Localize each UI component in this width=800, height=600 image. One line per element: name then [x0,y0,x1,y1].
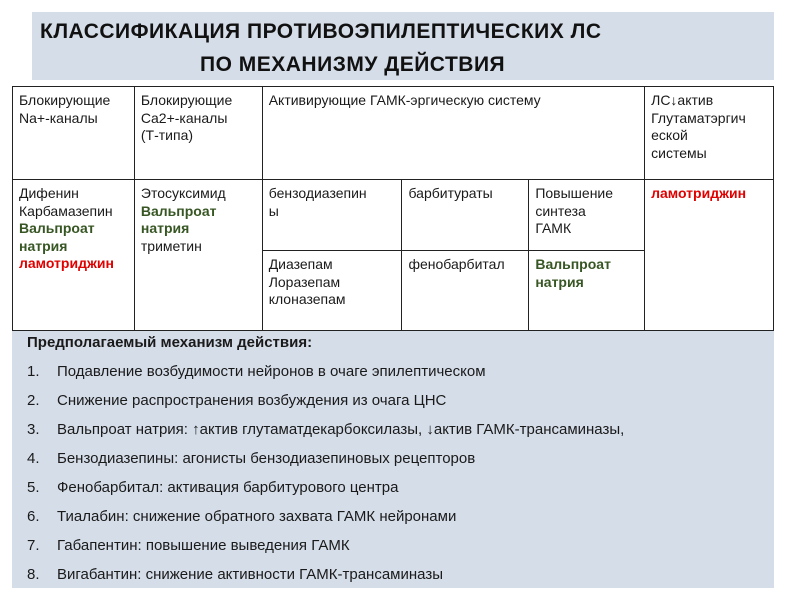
slide-title-line-1: КЛАССИФИКАЦИЯ ПРОТИВОЭПИЛЕПТИЧЕСКИХ ЛС [40,20,602,43]
table-header-row [13,87,774,180]
notes-heading: Предполагаемый механизм действия: [27,334,313,351]
classification-table [12,86,774,331]
cell-synth-drugs: Вальпроат натрия [529,251,645,331]
cell-glut-drug: ламотриджин [645,180,774,331]
header-glutamate-system: ЛС↓актив Глутаматэргич еской системы [645,87,774,180]
header-gaba-system: Активирующие ГАМК-эргическую систему [262,87,644,180]
cell-ca-drugs: Этосуксимид Вальпроат натрия триметин [134,180,262,331]
slide-title-line-2: ПО МЕХАНИЗМУ ДЕЙСТВИЯ [200,53,506,76]
cell-barb-drugs: фенобарбитал [402,251,529,331]
header-ca-channels: Блокирующие Ca2+-каналы (Т-типа) [134,87,262,180]
cell-benzodiazepines: бензодиазепин ы [262,180,402,251]
cell-na-drugs: Дифенин Карбамазепин Вальпроат натрия ламотриджин [13,180,135,331]
header-na-channels: Блокирующие Na+-каналы [13,87,135,180]
table-row [13,180,774,251]
cell-benzo-drugs: Диазепам Лоразепам клоназепам [262,251,402,331]
cell-barbiturates: барбитураты [402,180,529,251]
cell-gaba-synthesis: Повышение синтеза ГАМК [529,180,645,251]
